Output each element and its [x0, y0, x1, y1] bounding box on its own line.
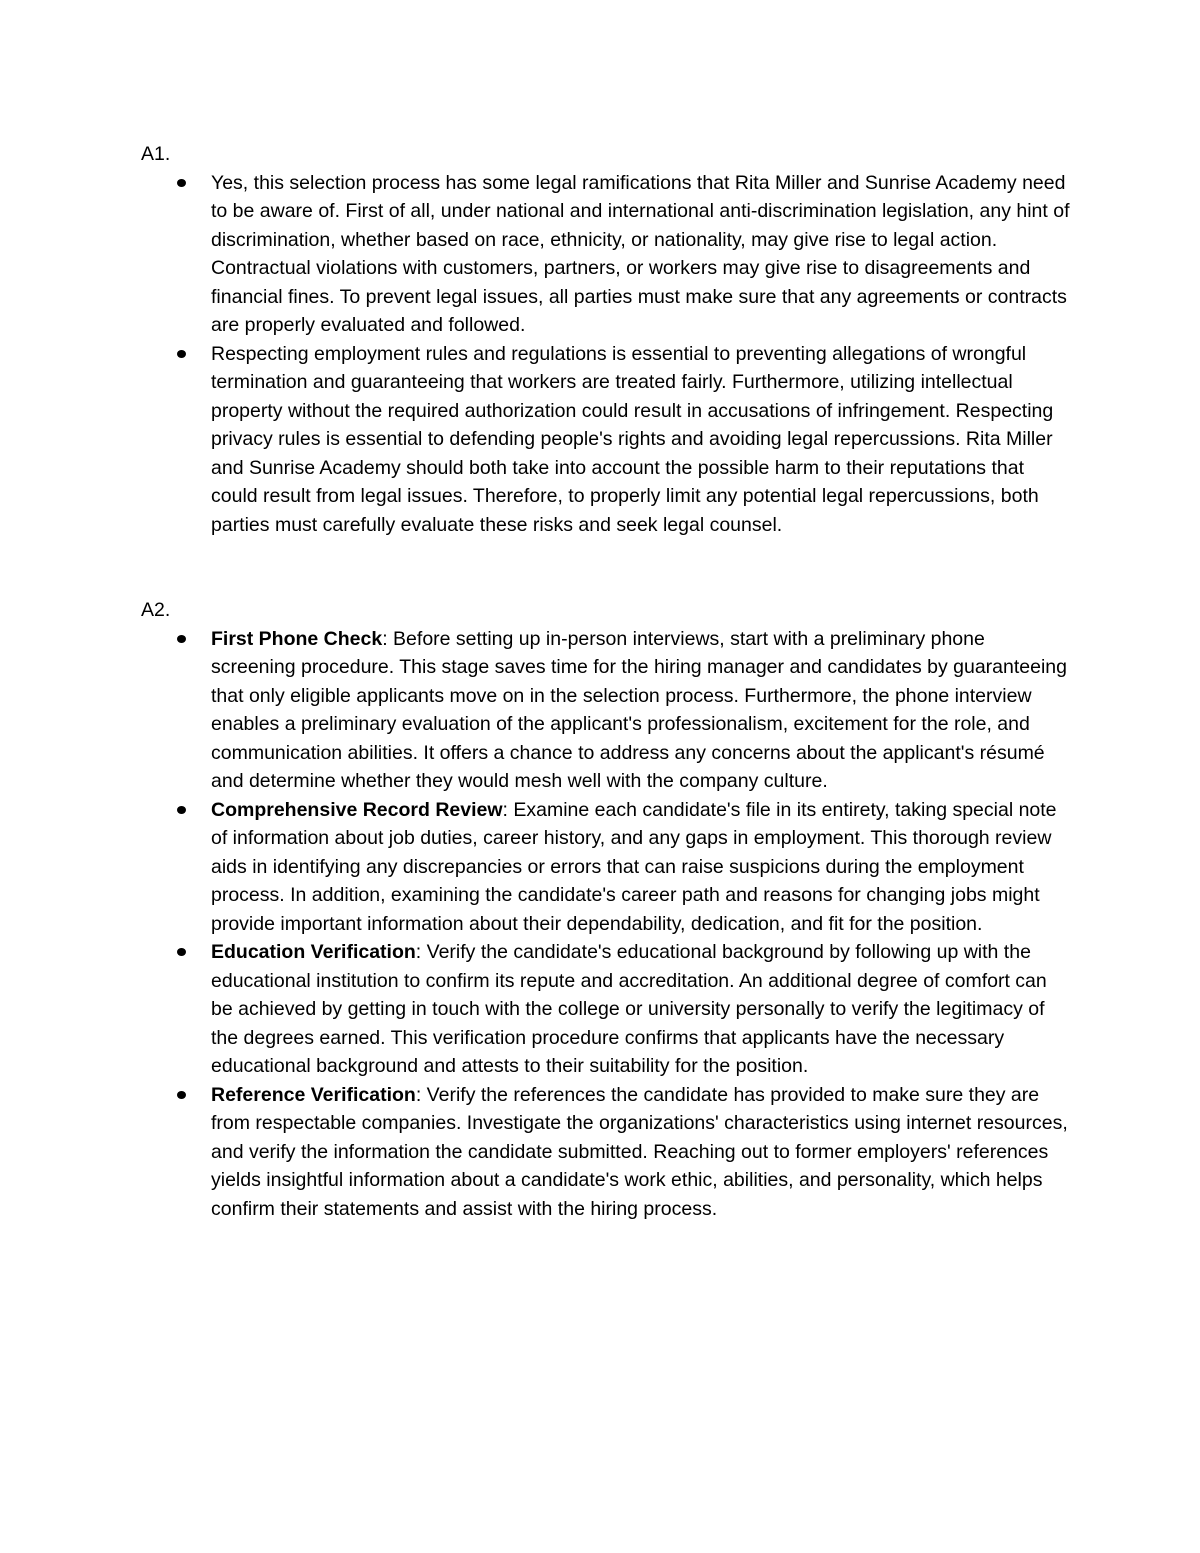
item-text: : Before setting up in-person interviews, start with a preliminary phone screening procedure. This stage saves time for the hiring manager and candidates by guaranteeing that only eligible applicants move on in the selection process. Furthermore, the phone interview enables a preliminary evaluation of the applicant's professionalism, excitement for the role, and communication abilities. It offers a chance to address any concerns about the applicant's résumé and determine whether they would mesh well with the company culture.	[211, 627, 1067, 792]
section-a1	[140, 140, 1070, 539]
section-label: A2.	[141, 599, 171, 621]
section-label: A1.	[141, 143, 171, 165]
list-item	[140, 796, 1070, 939]
bullet-dot-icon	[177, 635, 186, 643]
bullet-dot-icon	[177, 948, 186, 956]
item-term: Education Verification	[211, 941, 416, 963]
item-term: Reference Verification	[211, 1083, 416, 1106]
document-page	[140, 140, 1070, 1223]
list-item	[140, 1081, 1070, 1224]
bullet-dot-icon	[177, 179, 186, 187]
item-term: First Phone Check	[211, 627, 383, 650]
item-text: : Verify the references the candidate has provided to make sure they are from respectable companies. Investigate the organizations' characteristics using internet resources, and verify the information the candidate submitted. Reaching out to former employers' references yields insightful information about a candidate's work ethic, abilities, and personality, which helps confirm their statements and assist with the hiring process.	[211, 1083, 1068, 1220]
bullet-dot-icon	[177, 350, 186, 358]
bullet-list	[140, 169, 1070, 540]
item-text: : Verify the candidate's educational background by following up with the educational institution to confirm its repute and accreditation. An additional degree of comfort can be achieved by getting in touch with the college or university personally to verify the legitimacy of the degrees earned. This verification procedure confirms that applicants have the necessary educational background and attests to their suitability for the position.	[211, 941, 1047, 1077]
list-item	[140, 625, 1070, 796]
item-text: Respecting employment rules and regulations is essential to preventing allegations of wrongful termination and guaranteeing that workers are treated fairly. Furthermore, utilizing intellectual property without the required authorization could result in accusations of infringement. Respecting privacy rules is essential to defending people's rights and avoiding legal repercussions. Rita Miller and Sunrise Academy should both take into account the possible harm to their reputations that could result from legal issues. Therefore, to properly limit any potential legal repercussions, both parties must carefully evaluate these risks and seek legal counsel.	[211, 342, 1054, 536]
section-a2	[140, 596, 1070, 1223]
list-item	[140, 340, 1070, 540]
list-item	[140, 938, 1070, 1081]
bullet-dot-icon	[177, 806, 186, 814]
item-text: Yes, this selection process has some legal ramifications that Rita Miller and Sunrise Academy need to be aware of. First of all, under national and international anti-discrimination legislation, any hint of discrimination, whether based on race, ethnicity, or nationality, may give rise to legal action. Contractual violations with customers, partners, or workers may give rise to disagreements and financial fines. To prevent legal issues, all parties must make sure that any agreements or contracts are properly evaluated and followed.	[211, 171, 1070, 336]
item-term: Comprehensive Record Review	[211, 798, 503, 821]
bullet-list	[140, 625, 1070, 1224]
bullet-dot-icon	[177, 1091, 186, 1099]
item-text: : Examine each candidate's file in its entirety, taking special note of information about job duties, career history, and any gaps in employment. This thorough review aids in identifying any discrepancies or errors that can raise suspicions during the employment process. In addition, examining the candidate's career path and reasons for changing jobs might provide important information about their dependability, dedication, and fit for the position.	[211, 798, 1057, 935]
list-item	[140, 169, 1070, 340]
